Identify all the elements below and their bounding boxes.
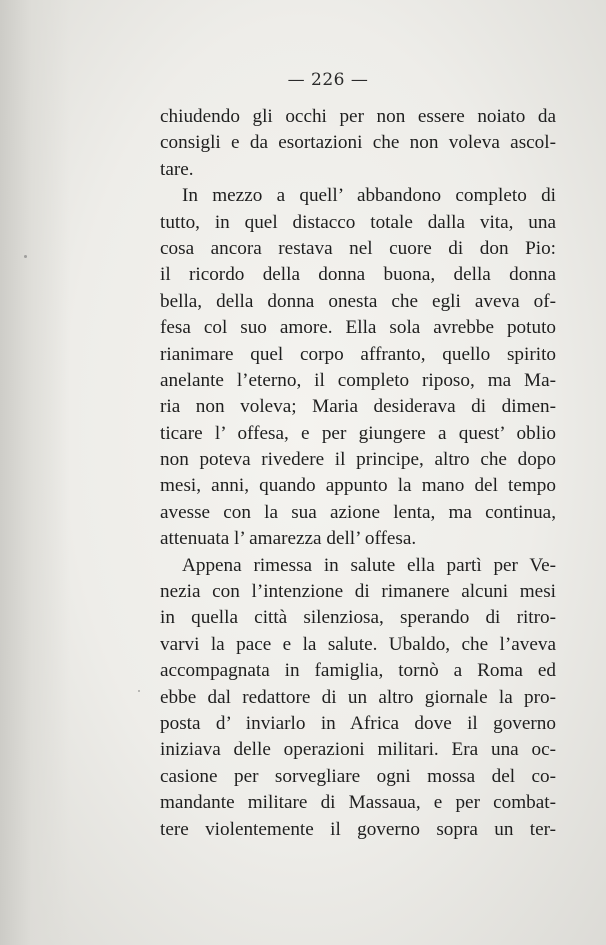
text-line: in quella città silenziosa, sperando di ritro- — [160, 607, 556, 629]
text-line: rianimare quel corpo affranto, quello spirito — [160, 343, 556, 365]
text-line: Appena rimessa in salute ella partì per Ve- — [182, 554, 556, 576]
text-line: tere violentemente il governo sopra un ter- — [160, 818, 556, 840]
text-line: consigli e da esortazioni che non voleva ascol- — [160, 132, 556, 154]
text-line: iniziava delle operazioni militari. Era una oc- — [160, 739, 556, 761]
text-line: In mezzo a quell’ abbandono completo di — [182, 185, 556, 207]
text-line: fesa col suo amore. Ella sola avrebbe potuto — [160, 317, 556, 339]
text-line: anelante l’eterno, il completo riposo, ma Ma- — [160, 369, 556, 391]
text-line: attenuata l’ amarezza dell’ offesa. — [160, 528, 417, 550]
text-line: non poteva rivedere il principe, altro che dopo — [160, 449, 556, 471]
text-line: nezia con l’intenzione di rimanere alcuni mesi — [160, 581, 556, 603]
text-line: il ricordo della donna buona, della donna — [160, 264, 556, 286]
paper-speck — [138, 690, 140, 692]
text-line: casione per sorvegliare ogni mossa del co- — [160, 765, 556, 787]
text-line: ria non voleva; Maria desiderava di dimen- — [160, 396, 556, 418]
page-gutter-shadow — [0, 0, 70, 945]
text-line: tare. — [160, 158, 194, 180]
text-line: mandante militare di Massaua, e per combat- — [160, 792, 556, 814]
body-text — [160, 104, 556, 843]
text-line: ebbe dal redattore di un altro giornale la pro- — [160, 686, 556, 708]
text-line: avesse con la sua azione lenta, ma continua, — [160, 501, 556, 523]
paper-speck — [24, 255, 27, 258]
text-line: ticare l’ offesa, e per giungere a quest’ oblio — [160, 422, 556, 444]
paragraph — [160, 553, 556, 843]
text-line: chiudendo gli occhi per non essere noiato da — [160, 106, 556, 127]
page-number-text: — 226 — — [287, 70, 369, 90]
page-number — [0, 70, 606, 90]
text-line: posta d’ inviarlo in Africa dove il governo — [160, 712, 556, 734]
text-line: varvi la pace e la salute. Ubaldo, che l’aveva — [160, 633, 556, 655]
paragraph — [160, 183, 556, 552]
text-line: accompagnata in famiglia, tornò a Roma ed — [160, 660, 556, 682]
text-line: tutto, in quel distacco totale dalla vita, una — [160, 211, 556, 233]
text-line: cosa ancora restava nel cuore di don Pio: — [160, 237, 556, 259]
paragraph — [160, 104, 556, 183]
text-line: bella, della donna onesta che egli aveva of- — [160, 290, 556, 312]
text-line: mesi, anni, quando appunto la mano del tempo — [160, 475, 556, 497]
